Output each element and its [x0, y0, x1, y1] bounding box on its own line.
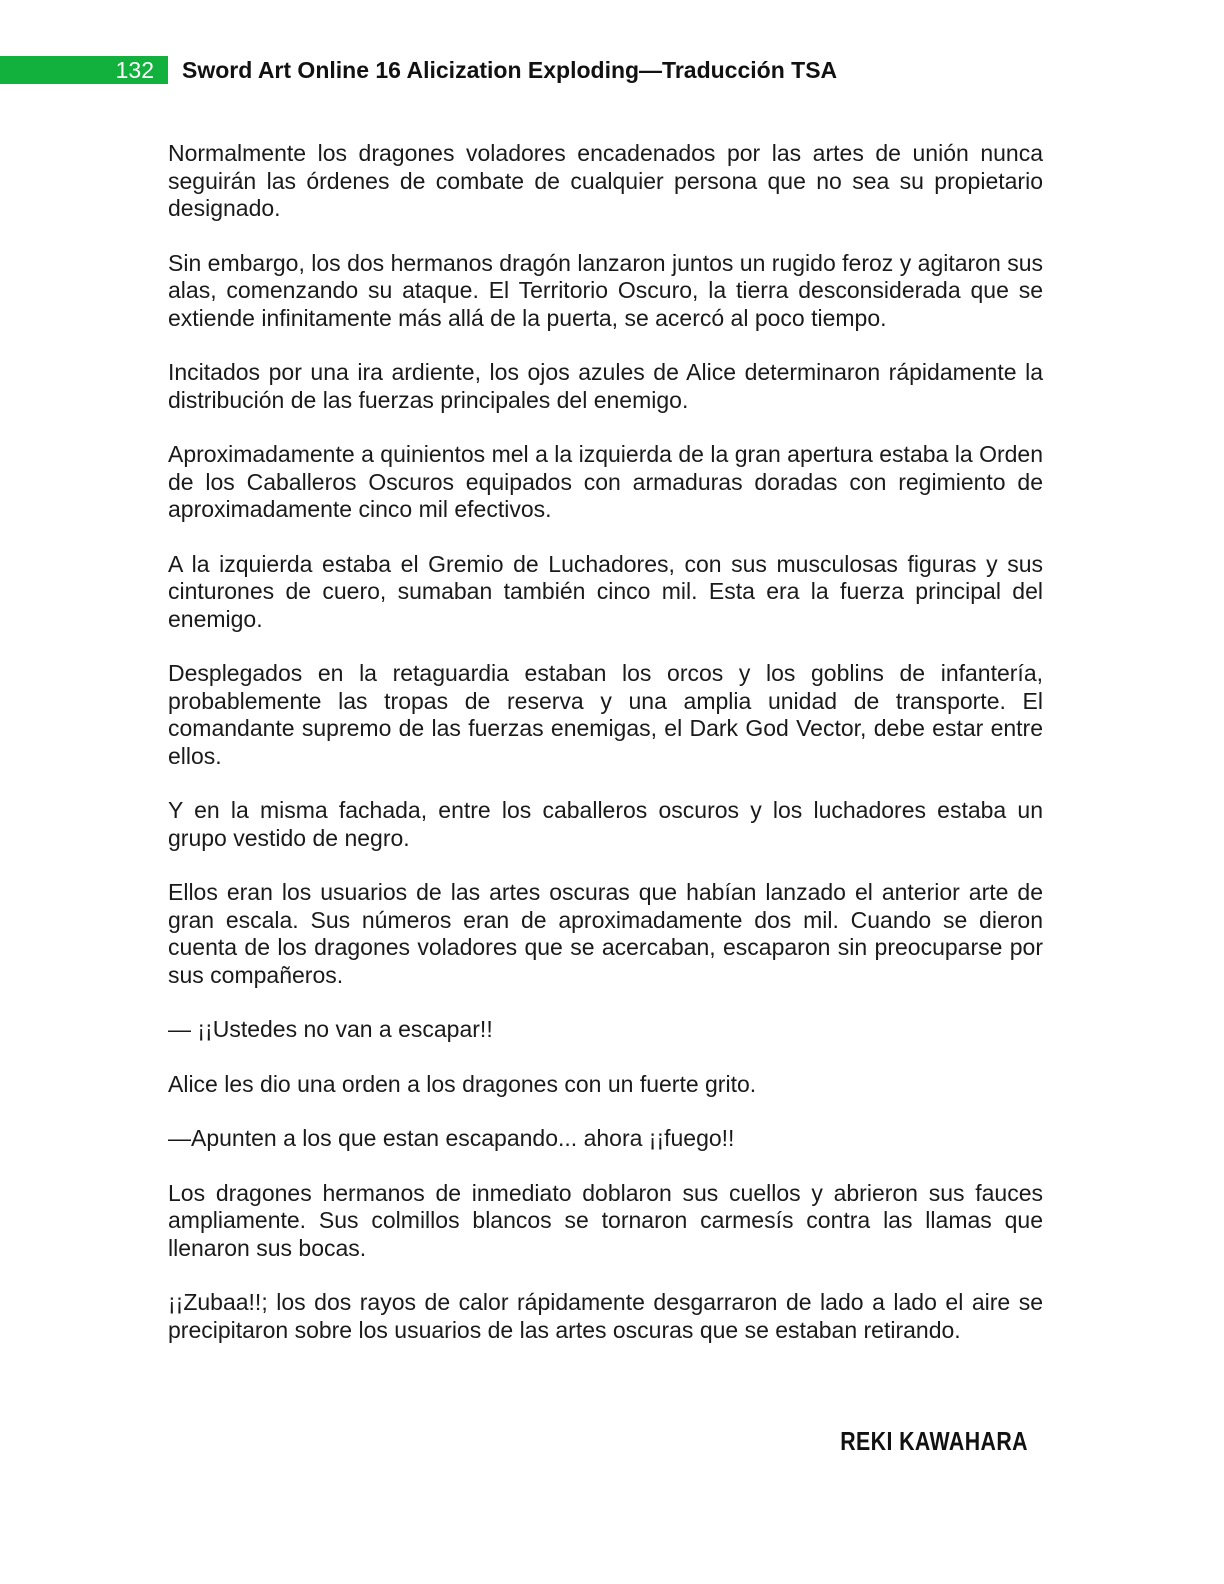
paragraph: Incitados por una ira ardiente, los ojos azules de Alice determinaron rápidamente la distribución de las fuerzas principales del enemigo. — [168, 359, 1043, 413]
author-name: REKI KAWAHARA — [840, 1426, 1028, 1456]
paragraph: Normalmente los dragones voladores encadenados por las artes de unión nunca seguirán las órdenes de combate de cualquier persona que no sea su propietario designado. — [168, 140, 1043, 221]
dialogue-line: — ¡¡Ustedes no van a escapar!! — [168, 1016, 493, 1042]
paragraph: ¡¡Zubaa!!; los dos rayos de calor rápidamente desgarraron de lado a lado el aire se precipitaron sobre los usuarios de las artes oscuras que se estaban retirando. — [168, 1289, 1043, 1343]
paragraph: Desplegados en la retaguardia estaban los orcos y los goblins de infantería, probablemente las tropas de reserva y una amplia unidad de transporte. El comandante supremo de las fuerzas enemigas, el Dark God Vector, debe estar entre ellos. — [168, 660, 1043, 769]
paragraph: Alice les dio una orden a los dragones con un fuerte grito. — [168, 1070, 757, 1097]
paragraph: Los dragones hermanos de inmediato doblaron sus cuellos y abrieron sus fauces ampliamente. Sus colmillos blancos se tornaron carmesís contra las llamas que llenaron sus bocas. — [168, 1179, 1043, 1261]
paragraph: Aproximadamente a quinientos mel a la izquierda de la gran apertura estaba la Orden de los Caballeros Oscuros equipados con armaduras doradas con regimiento de aproximadamente cinco mil efectivos. — [168, 441, 1043, 522]
paragraph: Ellos eran los usuarios de las artes oscuras que habían lanzado el anterior arte de gran escala. Sus números eran de aproximadamente dos mil. Cuando se dieron cuenta de los dragones voladores que se acercaban, escaparon sin preocuparse por sus compañeros. — [168, 879, 1043, 988]
paragraph: Sin embargo, los dos hermanos dragón lanzaron juntos un rugido feroz y agitaron sus alas, comenzando su ataque. El Territorio Oscuro, la tierra desconsiderada que se extiende infinitamente más allá de la puerta, se acercó al poco tiempo. — [168, 249, 1043, 331]
header-title: Sword Art Online 16 Alicization Exploding—Traducción TSA — [182, 57, 838, 83]
dialogue-line: —Apunten a los que estan escapando... ahora ¡¡fuego!! — [168, 1125, 735, 1151]
paragraph: Y en la misma fachada, entre los caballeros oscuros y los luchadores estaba un grupo vestido de negro. — [168, 797, 1043, 851]
page-content — [168, 140, 1043, 1371]
paragraph: A la izquierda estaba el Gremio de Luchadores, con sus musculosas figuras y sus cinturones de cuero, sumaban también cinco mil. Esta era la fuerza principal del enemigo. — [168, 550, 1043, 632]
page-number: 132 — [115, 57, 154, 83]
